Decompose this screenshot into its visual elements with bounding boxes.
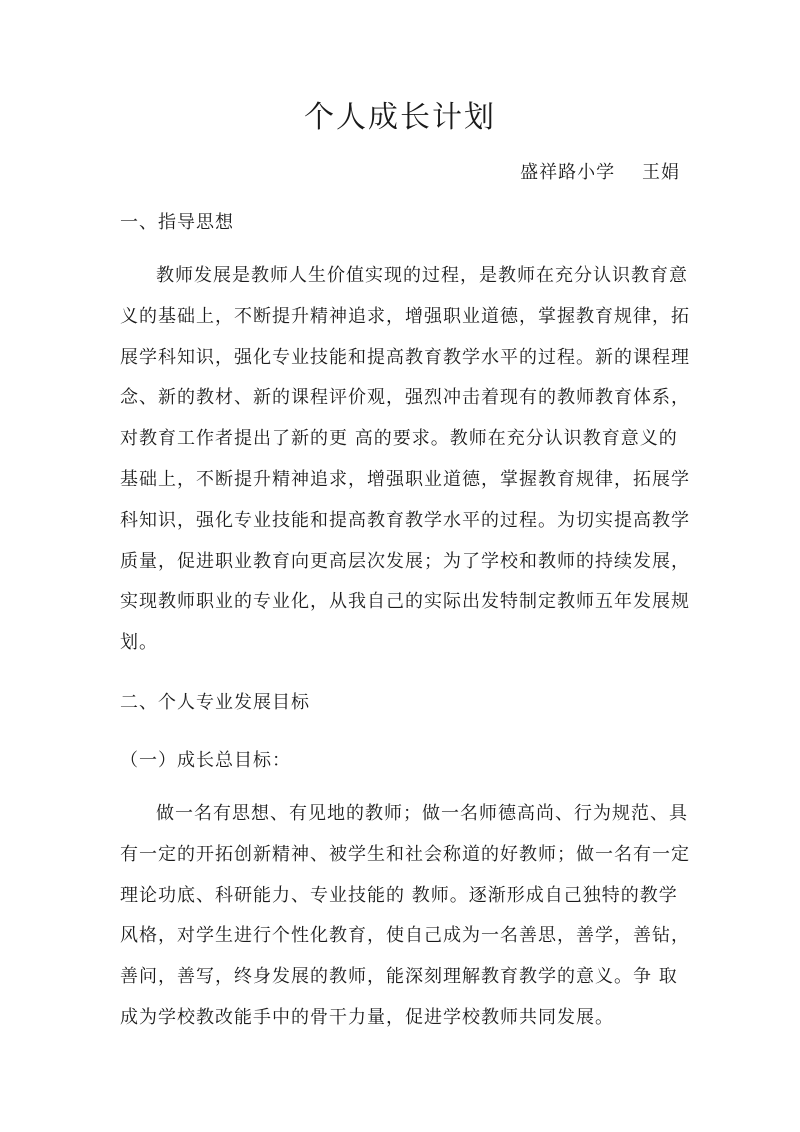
- paragraph-line: 有一定的开拓创新精神、被学生和社会称道的好教师；做一名有一定: [120, 843, 690, 865]
- document-title: 个人成长计划: [304, 100, 496, 135]
- subheading-overall-goal: （一）成长总目标：: [120, 750, 291, 771]
- paragraph-line: 理论功底、科研能力、专业技能的 教师。逐渐形成自己独特的教学: [120, 884, 678, 906]
- paragraph-line: 展学科知识，强化专业技能和提高教育教学水平的过程。新的课程理: [120, 346, 690, 368]
- paragraph-line: 质量，促进职业教育向更高层次发展；为了学校和教师的持续发展，: [120, 550, 690, 572]
- paragraph-line: 成为学校教改能手中的骨干力量，促进学校教师共同发展。: [120, 1006, 614, 1028]
- paragraph-line: 念、新的教材、新的课程评价观，强烈冲击着现有的教师教育体系，: [120, 387, 690, 409]
- section-heading-professional-goals: 二、个人专业发展目标: [120, 692, 310, 713]
- paragraph-line: 善问，善写，终身发展的教师，能深刻理解教育教学的意义。争 取: [120, 966, 678, 988]
- paragraph-guiding-ideology: [120, 256, 695, 664]
- paragraph-overall-goal: [120, 794, 695, 1039]
- paragraph-line: 义的基础上，不断提升精神追求，增强职业道德，掌握教育规律，拓: [120, 305, 690, 327]
- paragraph-line: 科知识，强化专业技能和提高教育教学水平的过程。为切实提高教学: [120, 509, 690, 531]
- paragraph-line: 教师发展是教师人生价值实现的过程，是教师在充分认识教育意: [156, 265, 688, 286]
- paragraph-line: 实现教师职业的专业化，从我自己的实际出发特制定教师五年发展规: [120, 591, 690, 613]
- section-heading-guiding-ideology: 一、指导思想: [120, 212, 234, 233]
- paragraph-line: 基础上，不断提升精神追求，增强职业道德，掌握教育规律，拓展学: [120, 468, 690, 490]
- author-line: 盛祥路小学 王娟: [520, 162, 680, 183]
- paragraph-line: 对教育工作者提出了新的更 高的要求。教师在充分认识教育意义的: [120, 428, 678, 450]
- paragraph-line: 风格，对学生进行个性化教育，使自己成为一名善思，善学，善钻，: [120, 925, 690, 947]
- paragraph-line: 做一名有思想、有见地的教师；做一名师德高尚、行为规范、具: [156, 803, 688, 824]
- paragraph-line: 划。: [120, 632, 158, 654]
